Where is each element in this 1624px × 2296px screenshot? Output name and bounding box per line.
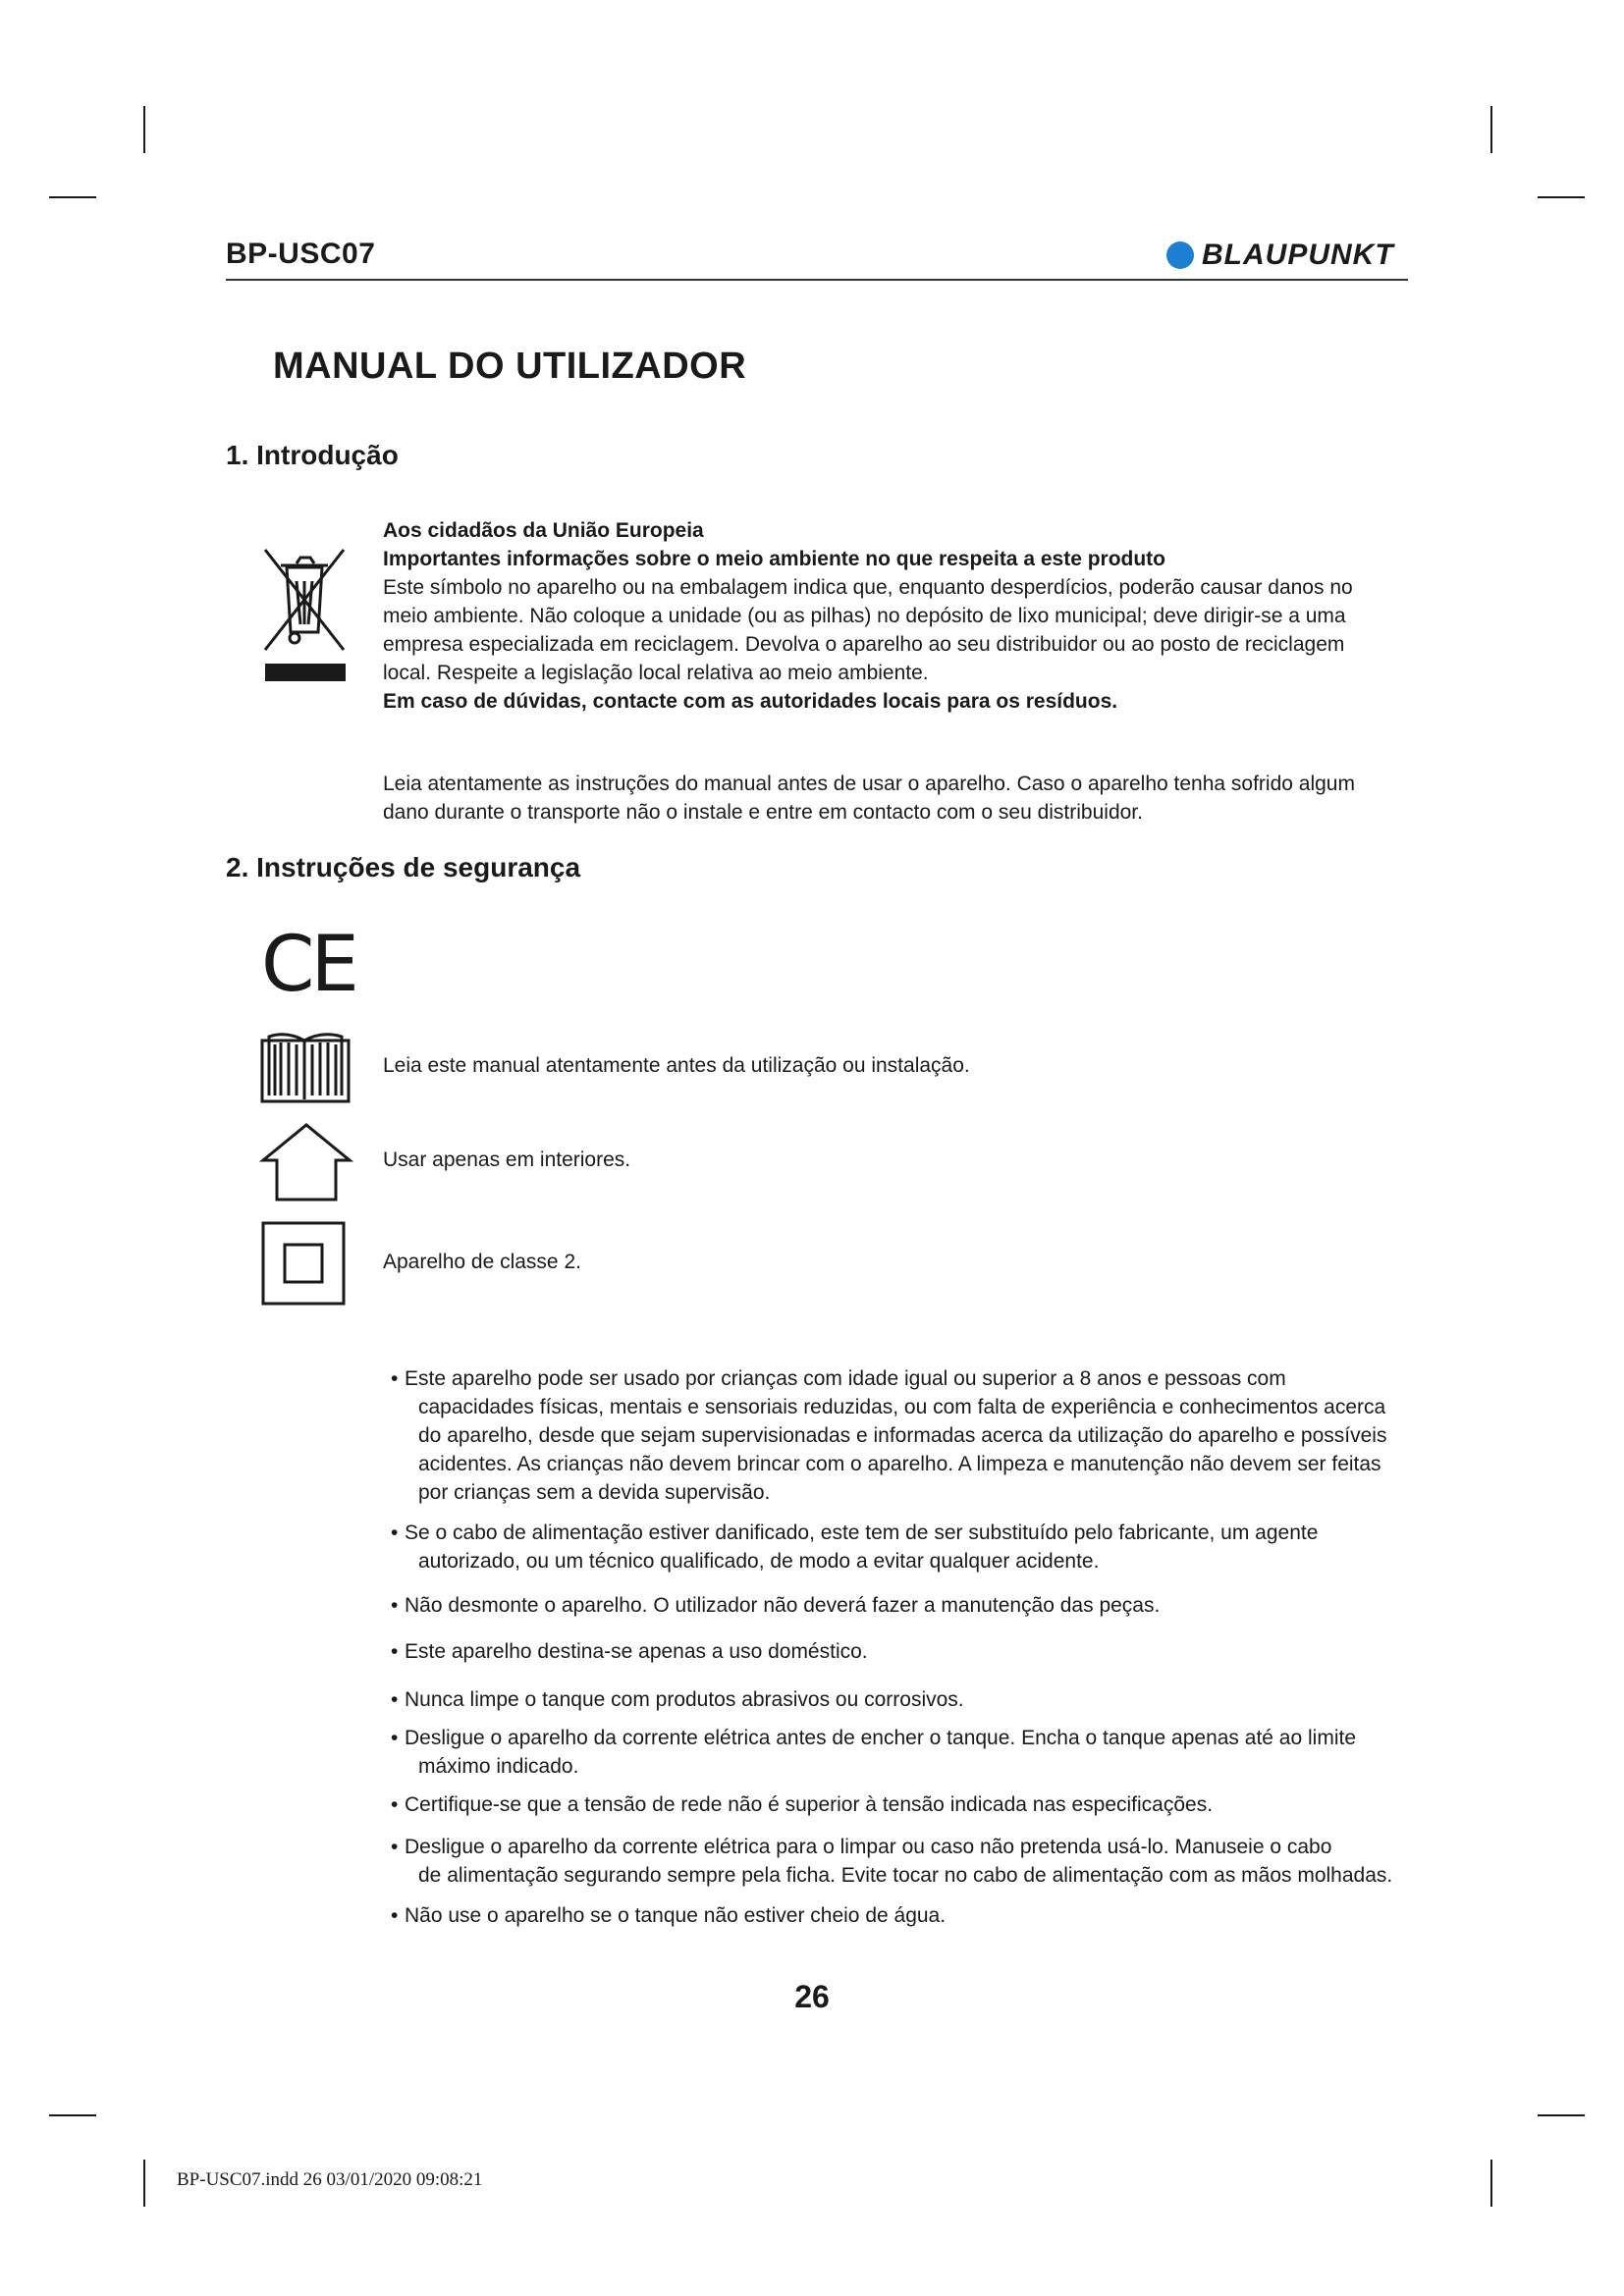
page-title: MANUAL DO UTILIZADOR bbox=[273, 346, 747, 387]
read-line: dano durante o transporte não o instale e entre em contacto com o seu distribuidor. bbox=[383, 801, 1143, 824]
symbol-text-indoor: Usar apenas em interiores. bbox=[383, 1148, 631, 1171]
class-2-icon bbox=[261, 1221, 346, 1306]
doubt-line: Em caso de dúvidas, contacte com as autoridades locais para os resíduos. bbox=[383, 690, 1118, 713]
env-line: meio ambiente. Não coloque a unidade (ou as pilhas) no depósito de lixo municipal; deve dirigir-se a uma bbox=[383, 605, 1346, 627]
list-item: • Não desmonte o aparelho. O utilizador não deverá fazer a manutenção das peças. bbox=[391, 1591, 1412, 1620]
ce-mark-icon: CE bbox=[261, 921, 355, 1009]
symbol-text-class2: Aparelho de classe 2. bbox=[383, 1251, 581, 1273]
list-item: • Este aparelho destina-se apenas a uso doméstico. bbox=[391, 1637, 1412, 1666]
list-item: • Desligue o aparelho da corrente elétrica antes de encher o tanque. Encha o tanque apenas até ao limite máximo indicado. bbox=[391, 1724, 1412, 1781]
page-number: 26 bbox=[794, 1979, 830, 2014]
section-heading-safety: 2. Instruções de segurança bbox=[226, 852, 581, 882]
crop-mark bbox=[1490, 106, 1492, 153]
section-heading-introduction: 1. Introdução bbox=[226, 440, 399, 470]
crop-mark bbox=[49, 2114, 96, 2116]
crossed-out-wheelie-bin-icon bbox=[257, 546, 352, 683]
list-item: • Nunca limpe o tanque com produtos abrasivos ou corrosivos. bbox=[391, 1685, 1412, 1714]
model-label: BP-USC07 bbox=[226, 238, 376, 270]
environment-heading: Importantes informações sobre o meio ambiente no que respeita a este produto bbox=[383, 548, 1166, 570]
crop-mark bbox=[1538, 196, 1585, 198]
crop-mark bbox=[1538, 2114, 1585, 2116]
eu-notice bbox=[383, 516, 1384, 716]
book-icon bbox=[259, 1031, 352, 1105]
list-item: • Este aparelho pode ser usado por crianças com idade igual ou superior a 8 anos e pessoas com capacidades físicas, mentais e sensoriais reduzidas, ou com falta de experiência e conhecimentos acerca do aparelho, desde que sejam supervisionadas e informadas acerca da utilização do aparelho e possíveis acidentes. As crianças não devem brincar com o aparelho. A limpeza e manutenção não devem ser feitas por crianças sem a devida supervisão. bbox=[391, 1364, 1412, 1507]
print-footer: BP-USC07.indd 26 03/01/2020 09:08:21 bbox=[177, 2169, 483, 2190]
brand-name: BLAUPUNKT bbox=[1202, 239, 1394, 271]
env-line: local. Respeite a legislação local relativa ao meio ambiente. bbox=[383, 662, 929, 684]
list-item: • Desligue o aparelho da corrente elétrica para o limpar ou caso não pretenda usá-lo. Manuseie o cabo de alimentação segurando sempre pela ficha. Evite tocar no cabo de alimentação com as mãos molhadas. bbox=[391, 1833, 1412, 1890]
crop-mark bbox=[49, 196, 96, 198]
crop-mark bbox=[1490, 2160, 1492, 2207]
list-item: • Certifique-se que a tensão de rede não é superior à tensão indicada nas especificações. bbox=[391, 1790, 1412, 1819]
list-item: • Não use o aparelho se o tanque não estiver cheio de água. bbox=[391, 1901, 1412, 1930]
logo-dot-icon bbox=[1166, 241, 1194, 269]
house-icon bbox=[257, 1121, 355, 1203]
env-line: empresa especializada em reciclagem. Devolva o aparelho ao seu distribuidor ou ao posto de reciclagem bbox=[383, 633, 1345, 656]
env-line: Este símbolo no aparelho ou na embalagem indica que, enquanto desperdícios, poderão causar danos no bbox=[383, 576, 1353, 599]
brand-logo bbox=[1166, 238, 1394, 273]
crop-mark bbox=[143, 106, 145, 153]
read-line: Leia atentamente as instruções do manual antes de usar o aparelho. Caso o aparelho tenha sofrido algum bbox=[383, 773, 1355, 795]
safety-bullet-list bbox=[391, 1364, 1412, 1930]
eu-heading: Aos cidadãos da União Europeia bbox=[383, 519, 704, 542]
list-item: • Se o cabo de alimentação estiver danificado, este tem de ser substituído pelo fabricante, um agente autorizado, ou um técnico qualificado, de modo a evitar qualquer acidente. bbox=[391, 1519, 1412, 1575]
read-instructions-paragraph bbox=[383, 770, 1384, 827]
symbol-text-read-manual: Leia este manual atentamente antes da utilização ou instalação. bbox=[383, 1054, 970, 1077]
header-divider bbox=[226, 279, 1408, 281]
crop-mark bbox=[143, 2160, 145, 2207]
